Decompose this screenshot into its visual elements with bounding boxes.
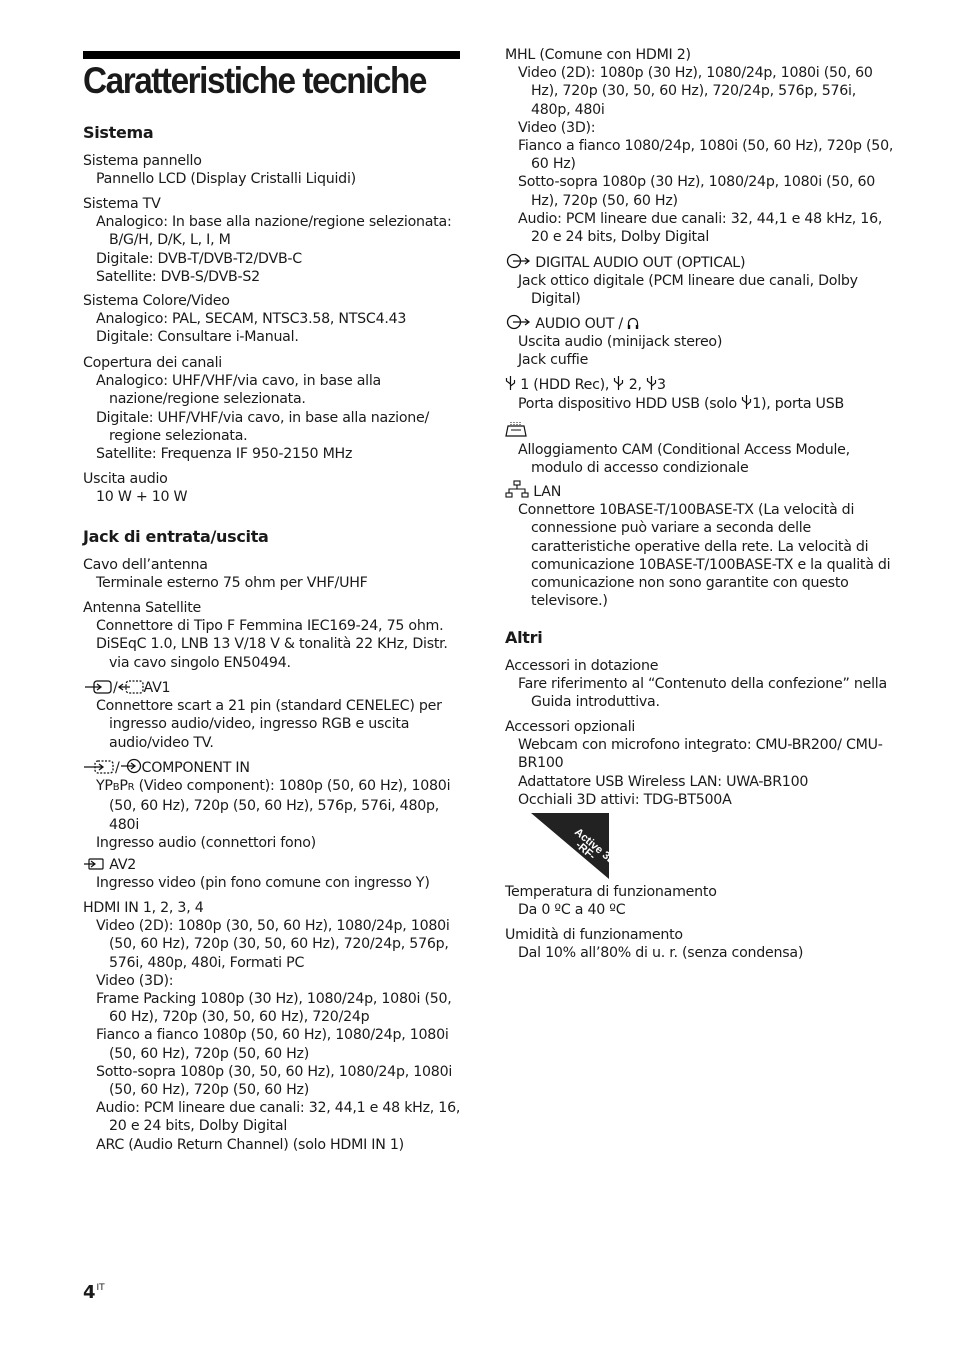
spec-label-row — [83, 758, 463, 777]
spec-value: Uscita audio (minijack stereo) — [518, 334, 723, 351]
audio-out-icon — [505, 253, 531, 269]
section-heading-sistema: Sistema — [83, 123, 154, 142]
spec-label-row — [505, 420, 895, 441]
component-video-icon — [83, 760, 115, 774]
spec-usb — [505, 375, 895, 413]
spec-value: Occhiali 3D attivi: TDG-BT500A — [518, 791, 732, 808]
spec-value: Ingresso audio (connettori fono) — [96, 834, 316, 851]
spec-av1 — [83, 679, 463, 752]
spec-mhl — [505, 46, 895, 246]
spec-value: Frame Packing 1080p (30 Hz), 1080/24p, 1080i (50, 60 Hz), 720p (30, 50, 60 Hz), 720/24p — [96, 991, 452, 1026]
spec-value: Analogico: UHF/VHF/via cavo, in base alla nazione/regione selezionata. — [96, 373, 381, 408]
ypbpr-r: R — [127, 782, 135, 794]
spec-value: Webcam con microfono integrato: CMU-BR200/ CMU-BR100 — [518, 737, 883, 772]
spec-label-row — [505, 480, 895, 501]
spec-copertura-canali — [83, 354, 463, 463]
spec-value: Video (3D): — [96, 972, 174, 989]
spec-value: ARC (Audio Return Channel) (solo HDMI IN 1) — [96, 1136, 404, 1153]
spec-label: AUDIO OUT / — [535, 316, 623, 332]
usb-icon — [741, 394, 752, 410]
spec-label-row — [83, 679, 463, 697]
title-rule — [83, 51, 460, 59]
spec-value: Dal 10% all’80% di u. r. (senza condensa) — [518, 945, 804, 962]
spec-value — [83, 777, 463, 834]
usb-port-1: 1 (HDD Rec), — [520, 377, 610, 393]
spec-value: Fare riferimento al “Contenuto della confezione” nella Guida introduttiva. — [518, 676, 887, 711]
section-heading-jack: Jack di entrata/uscita — [83, 527, 269, 546]
usb-port-3: 3 — [657, 377, 666, 393]
spec-value: Terminale esterno 75 ohm per VHF/UHF — [96, 575, 368, 592]
spec-label: Antenna Satellite — [83, 600, 202, 616]
spec-label: AV2 — [109, 857, 137, 873]
spec-value: Audio: PCM lineare due canali: 32, 44,1 e 48 kHz, 16, 20 e 24 bits, Dolby Digital — [518, 210, 883, 246]
spec-label: Sistema pannello — [83, 153, 202, 169]
spec-value: Analogico: In base alla nazione/regione selezionata: B/G/H, D/K, L, I, M — [96, 214, 452, 249]
headphones-icon — [627, 316, 639, 330]
spec-value: Alloggiamento CAM (Conditional Access Module, modulo di accesso condizionale — [518, 442, 850, 477]
spec-value-row — [505, 394, 895, 413]
spec-accessori-opzionali — [505, 718, 895, 809]
cam-slot-icon — [505, 420, 527, 438]
spec-uscita-audio — [83, 470, 463, 506]
spec-value: Jack cuffie — [518, 352, 589, 369]
spec-sistema-tv — [83, 195, 463, 286]
spec-cavo-antenna — [83, 556, 463, 592]
spec-antenna-satellite — [83, 599, 468, 672]
spec-value: Video (3D): — [518, 119, 596, 136]
audio-in-icon — [120, 758, 142, 774]
spec-value: 10 W + 10 W — [96, 489, 188, 506]
spec-label: Sistema Colore/Video — [83, 293, 230, 309]
spec-value: Sotto-sopra 1080p (30, 50, 60 Hz), 1080/24p, 1080i (50, 60 Hz), 720p (50, 60 Hz) — [96, 1063, 453, 1099]
spec-value: Jack ottico digitale (PCM lineare due canali, Dolby Digital) — [518, 273, 858, 308]
spec-value: Connettore scart a 21 pin (standard CENELEC) per ingresso audio/video, ingresso RGB e uscita audio/video TV. — [96, 698, 442, 751]
spec-value: Video (2D): 1080p (30, 50, 60 Hz), 1080/24p, 1080i (50, 60 Hz), 720p (30, 50, 60 Hz), 720/24p, 576p, 576i, 480p, 480i, Formati PC — [96, 918, 450, 971]
spec-value: 1), porta USB — [752, 396, 844, 413]
lan-network-icon — [505, 480, 529, 498]
spec-sistema-colore — [83, 292, 463, 347]
section-heading-altri: Altri — [505, 628, 543, 647]
spec-value: Adattatore USB Wireless LAN: UWA-BR100 — [518, 773, 809, 790]
spec-digital-audio-out — [505, 253, 895, 309]
spec-value: Analogico: PAL, SECAM, NTSC3.58, NTSC4.43 — [96, 311, 407, 328]
spec-value: Connettore di Tipo F Femmina IEC169-24, 75 ohm. — [96, 618, 444, 635]
spec-value: Fianco a fianco 1080/24p, 1080i (50, 60 Hz), 720p (50, 60 Hz) — [518, 138, 894, 173]
spec-label: COMPONENT IN — [141, 760, 250, 776]
spec-value: Porta dispositivo HDD USB (solo — [518, 396, 737, 413]
video-in-icon — [83, 857, 105, 871]
spec-label: Temperatura di funzionamento — [505, 884, 717, 900]
spec-value: Pannello LCD (Display Cristalli Liquidi) — [96, 171, 356, 188]
active-3d-rf-logo — [531, 813, 611, 879]
spec-label-row — [505, 253, 895, 272]
spec-av2 — [83, 856, 468, 892]
badge-text-line1: Active 3D — [572, 826, 611, 868]
spec-label: Sistema TV — [83, 196, 161, 212]
spec-lan — [505, 480, 895, 610]
spec-cam — [505, 420, 895, 478]
spec-label-row — [505, 375, 895, 394]
spec-label: Cavo dell’antenna — [83, 557, 208, 573]
spec-value: Digitale: DVB-T/DVB-T2/DVB-C — [96, 250, 302, 267]
spec-value: Fianco a fianco 1080p (50, 60 Hz), 1080/24p, 1080i (50, 60 Hz), 720p (50, 60 Hz) — [96, 1027, 449, 1062]
ypbpr-p: P — [119, 778, 128, 795]
page-title: Caratteristiche tecniche — [83, 60, 426, 101]
spec-value: Video (2D): 1080p (30 Hz), 1080/24p, 1080i (50, 60 Hz), 720p (30, 50, 60 Hz), 720/24p, 576p, 576i, 480p, 480i — [518, 65, 873, 118]
spec-label: DIGITAL AUDIO OUT (OPTICAL) — [535, 255, 746, 271]
badge-text-line2: -RF- — [573, 839, 598, 863]
spec-component-in — [83, 758, 463, 852]
separator: / — [113, 680, 118, 696]
spec-label: Uscita audio — [83, 471, 168, 487]
spec-value: Da 0 ºC a 40 ºC — [518, 902, 626, 919]
spec-value: Connettore 10BASE-T/100BASE-TX (La velocità di connessione può variare a seconda delle caratteristiche operative della rete. La velocità di comunicazione 10BASE-T/100BASE-TX e la qualità di comunicazione non sono garantite con questo televisore.) — [518, 502, 891, 610]
scart-in-icon — [83, 680, 113, 694]
spec-label: Accessori in dotazione — [505, 658, 659, 674]
spec-value: DiSEqC 1.0, LNB 13 V/18 V & tonalità 22 KHz, Distr. via cavo singolo EN50494. — [96, 636, 448, 671]
spec-value: Satellite: Frequenza IF 950-2150 MHz — [96, 446, 353, 463]
spec-label: Umidità di funzionamento — [505, 927, 683, 943]
separator: / — [115, 760, 120, 776]
spec-value: Digitale: UHF/VHF/via cavo, in base alla nazione/ regione selezionata. — [96, 409, 430, 444]
ypbpr-y: YP — [96, 778, 113, 795]
page-number-value: 4 — [83, 1282, 96, 1303]
spec-temperatura — [505, 883, 895, 919]
spec-label: LAN — [533, 484, 562, 500]
usb-icon — [613, 375, 624, 391]
page-language-code: IT — [96, 1283, 105, 1293]
spec-accessori-dotazione — [505, 657, 895, 712]
spec-value: Sotto-sopra 1080p (30 Hz), 1080/24p, 1080i (50, 60 Hz), 720p (50, 60 Hz) — [518, 174, 876, 209]
spec-value: Ingresso video (pin fono comune con ingresso Y) — [96, 875, 430, 892]
spec-umidita — [505, 926, 895, 962]
spec-label-row — [83, 856, 468, 874]
ypbpr-b: B — [112, 782, 120, 794]
spec-hdmi-in — [83, 899, 463, 1154]
usb-icon — [505, 375, 516, 391]
spec-value: Satellite: DVB-S/DVB-S2 — [96, 268, 260, 285]
spec-value: Audio: PCM lineare due canali: 32, 44,1 e 48 kHz, 16, 20 e 24 bits, Dolby Digital — [96, 1100, 461, 1135]
usb-icon — [646, 375, 657, 391]
audio-out-icon — [505, 314, 531, 330]
spec-label: AV1 — [143, 680, 171, 696]
spec-audio-out — [505, 314, 895, 370]
spec-label: Accessori opzionali — [505, 719, 636, 735]
usb-port-2: 2, — [628, 377, 642, 393]
page-number — [83, 1282, 105, 1303]
spec-value: Digitale: Consultare i-Manual. — [96, 329, 299, 346]
spec-label: MHL (Comune con HDMI 2) — [505, 47, 691, 63]
spec-label: Copertura dei canali — [83, 355, 222, 371]
component-value: (Video component): 1080p (50, 60 Hz), 1080i (50, 60 Hz), 720p (50, 60 Hz), 576p, 576i, 480p, 480i — [109, 778, 451, 833]
spec-label: HDMI IN 1, 2, 3, 4 — [83, 900, 204, 916]
spec-label-row — [505, 314, 895, 333]
spec-sistema-pannello — [83, 152, 463, 188]
scart-out-icon — [118, 680, 144, 694]
